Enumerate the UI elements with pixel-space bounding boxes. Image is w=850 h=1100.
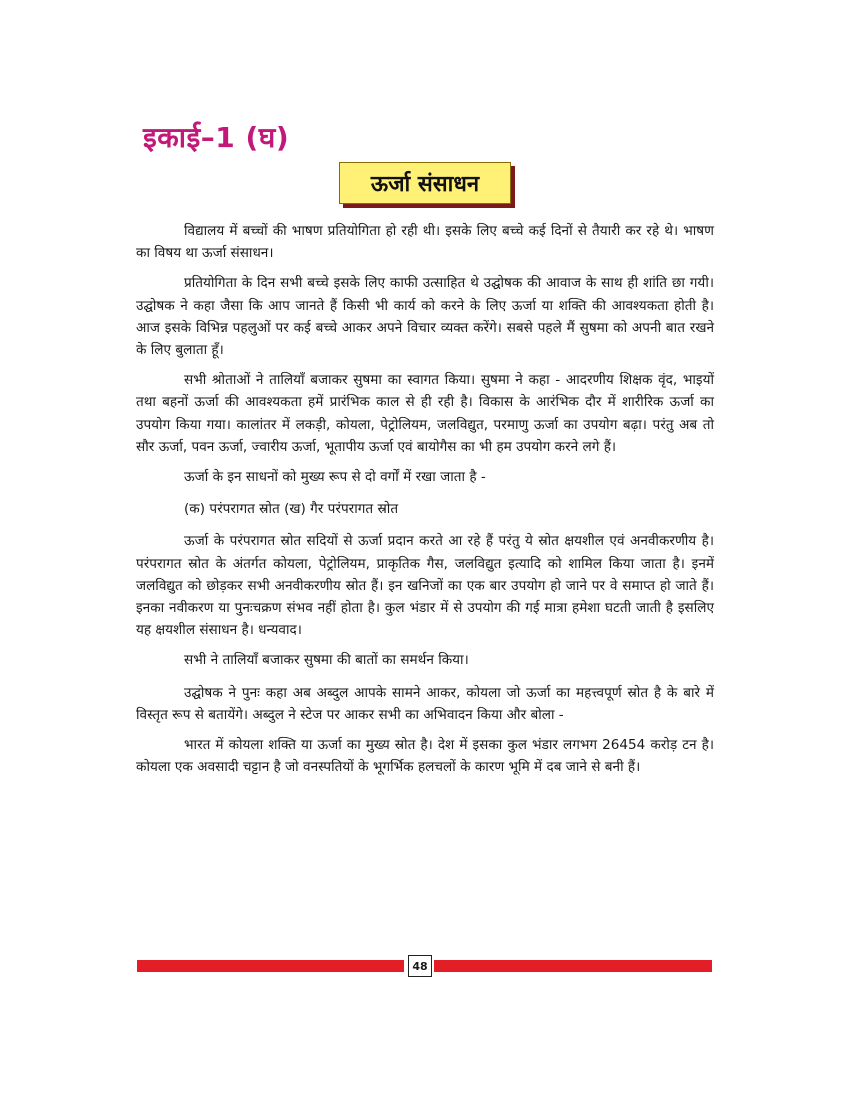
- footer-bar-right: [434, 960, 712, 972]
- footer-bar-left: [137, 960, 404, 972]
- paragraph: भारत में कोयला शक्ति या ऊर्जा का मुख्य स्रोत है। देश में इसका कुल भंडार लगभग 26454 करोड़ टन है। कोयला एक अवसादी चट्टान है जो वनस्पतियों के भूगर्भिक हलचलों के कारण भूमि में दब जाने से बनी हैं।: [136, 737, 714, 776]
- paragraph: प्रतियोगिता के दिन सभी बच्चे इसके लिए काफी उत्साहित थे उद्घोषक की आवाज के साथ ही शांति छा गयी। उद्घोषक ने कहा जैसा कि आप जानते हैं किसी भी कार्य को करने के लिए ऊर्जा या शक्ति की आवश्यकता होती है। आज इसके विभिन्न पहलुओं पर कई बच्चे आकर अपने विचार व्यक्त करेंगे। सबसे पहले मैं सुषमा को अपनी बात रखने के लिए बुलाता हूँ।: [136, 275, 714, 359]
- paragraph: उद्घोषक ने पुनः कहा अब अब्दुल आपके सामने आकर, कोयला जो ऊर्जा का महत्त्वपूर्ण स्रोत है के बारे में विस्तृत रूप से बतायेंगे। अब्दुल ने स्टेज पर आकर सभी का अभिवादन किया और बोला -: [136, 684, 714, 723]
- body-text: [136, 220, 714, 786]
- paragraph: विद्यालय में बच्चों की भाषण प्रतियोगिता हो रही थी। इसके लिए बच्चे कई दिनों से तैयारी कर रहे थे। भाषण का विषय था ऊर्जा संसाधन।: [136, 223, 714, 262]
- paragraph: ऊर्जा के इन साधनों को मुख्य रूप से दो वर्गों में रखा जाता है -: [184, 469, 486, 486]
- page-title: ऊर्जा संसाधन: [339, 162, 511, 204]
- page-number: 48: [408, 955, 432, 977]
- paragraph: सभी श्रोताओं ने तालियाँ बजाकर सुषमा का स्वागत किया। सुषमा ने कहा - आदरणीय शिक्षक वृंद, भाइयों तथा बहनों ऊर्जा की आवश्यकता हमें प्रारंभिक काल से ही रही है। विकास के आरंभिक दौर में शारीरिक ऊर्जा का उपयोग किया गया। कालांतर में लकड़ी, कोयला, पेट्रोलियम, जलविद्युत, परमाणु ऊर्जा का उपयोग बढ़ा। परंतु अब तो सौर ऊर्जा, पवन ऊर्जा, ज्वारीय ऊर्जा, भूतापीय ऊर्जा एवं बायोगैस का भी हम उपयोग करने लगे हैं।: [136, 372, 714, 455]
- paragraph: (क) परंपरागत स्रोत (ख) गैर परंपरागत स्रोत: [184, 501, 399, 518]
- paragraph: ऊर्जा के परंपरागत स्रोत सदियों से ऊर्जा प्रदान करते आ रहे हैं परंतु ये स्रोत क्षयशील एवं अनवीकरणीय है। परंपरागत स्रोत के अंतर्गत कोयला, पेट्रोलियम, प्राकृतिक गैस, जलविद्युत इत्यादि को शामिल किया जाता है। इनमें जलविद्युत को छोड़कर सभी अनवीकरणीय स्रोत हैं। इन खनिजों का एक बार उपयोग हो जाने पर वे समाप्त हो जाते हैं। इनका नवीकरण या पुनःचक्रण संभव नहीं होता है। कुल भंडार में से उपयोग की गई मात्रा हमेशा घटती जाती है इसलिए यह क्षयशील संसाधन है। धन्यवाद।: [136, 533, 714, 639]
- paragraph: सभी ने तालियाँ बजाकर सुषमा की बातों का समर्थन किया।: [184, 652, 469, 669]
- unit-heading: इकाई–1 (घ): [143, 121, 290, 154]
